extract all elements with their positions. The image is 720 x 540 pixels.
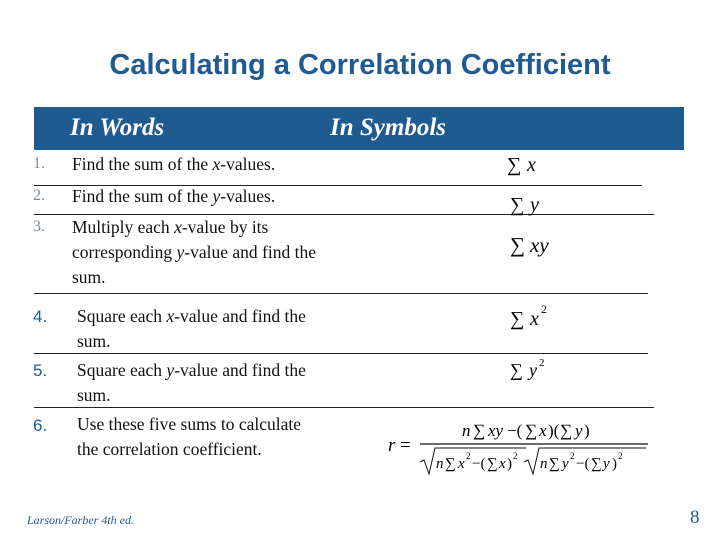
slide-title: Calculating a Correlation Coefficient	[109, 49, 611, 81]
svg-text:x: x	[539, 421, 547, 440]
step-number-4: 4.	[33, 307, 48, 326]
svg-text:∑: ∑	[549, 456, 560, 472]
svg-text:2: 2	[466, 451, 471, 461]
svg-text:): )	[584, 421, 590, 440]
svg-text:∑: ∑	[445, 456, 456, 472]
svg-text:2: 2	[541, 302, 547, 316]
svg-text:2: 2	[618, 451, 623, 461]
svg-text:y: y	[530, 194, 539, 216]
page-number: 8	[690, 507, 700, 528]
svg-text:=: =	[400, 435, 411, 456]
svg-text:): )	[612, 456, 617, 472]
row-divider-3	[34, 293, 648, 294]
svg-text:y: y	[529, 360, 537, 380]
svg-text:n: n	[540, 456, 548, 472]
step-text-3: Multiply each x-value by its corresponding y-value and find the sum.	[72, 217, 316, 287]
symbol-sum-y	[508, 190, 568, 220]
svg-text:xy: xy	[530, 233, 549, 257]
svg-text:∑: ∑	[510, 360, 523, 380]
svg-text:y: y	[603, 456, 610, 472]
svg-text:−(: −(	[472, 456, 486, 472]
svg-text:∑: ∑	[473, 421, 486, 440]
svg-text:∑: ∑	[510, 233, 525, 257]
svg-text:∑: ∑	[591, 456, 602, 472]
svg-text:x: x	[530, 308, 539, 330]
svg-text:∑: ∑	[560, 421, 573, 440]
correlation-formula	[380, 410, 660, 485]
footer-source: Larson/Farber 4th ed.	[27, 513, 135, 527]
svg-text:−(: −(	[576, 456, 590, 472]
svg-text:2: 2	[570, 451, 575, 461]
step-number-2: 2.	[33, 187, 45, 204]
symbol-sum-x	[505, 150, 565, 180]
svg-text:∑: ∑	[507, 154, 522, 176]
step-number-1: 1.	[33, 155, 45, 172]
step-text-6: Use these five sums to calculate the correlation coefficient.	[77, 414, 302, 459]
svg-text:−(: −(	[507, 421, 523, 440]
step-text-2: Find the sum of the y-values.	[72, 186, 276, 206]
symbol-sum-x-squared	[508, 300, 578, 332]
symbol-sum-y-squared	[508, 355, 578, 385]
svg-text:y: y	[575, 421, 583, 440]
row-divider-5	[34, 407, 654, 408]
step-number-3: 3.	[33, 218, 45, 235]
svg-text:): )	[507, 456, 512, 472]
svg-text:∑: ∑	[510, 194, 525, 216]
svg-text:2: 2	[513, 451, 518, 461]
row-divider-4	[34, 353, 648, 354]
svg-text:x: x	[527, 154, 536, 176]
svg-text:xy: xy	[488, 421, 504, 440]
svg-text:2: 2	[539, 357, 545, 369]
svg-text:)(: )(	[548, 421, 560, 440]
svg-text:∑: ∑	[487, 456, 498, 472]
header-in-words: In Words	[70, 114, 165, 141]
step-text-5: Square each y-value and find the sum.	[77, 360, 306, 405]
step-text-1: Find the sum of the x-values.	[72, 154, 276, 174]
svg-text:x: x	[458, 456, 465, 472]
svg-text:r: r	[388, 435, 396, 456]
step-text-4: Square each x-value and find the sum.	[77, 306, 306, 351]
svg-text:n: n	[436, 456, 444, 472]
header-in-symbols: In Symbols	[330, 114, 447, 141]
svg-text:y: y	[562, 456, 569, 472]
symbol-sum-xy	[508, 230, 578, 260]
step-number-5: 5.	[33, 361, 48, 380]
svg-text:n: n	[462, 421, 471, 440]
svg-text:∑: ∑	[525, 421, 538, 440]
step-number-6: 6.	[33, 416, 48, 435]
svg-text:x: x	[499, 456, 506, 472]
svg-text:∑: ∑	[510, 308, 525, 330]
